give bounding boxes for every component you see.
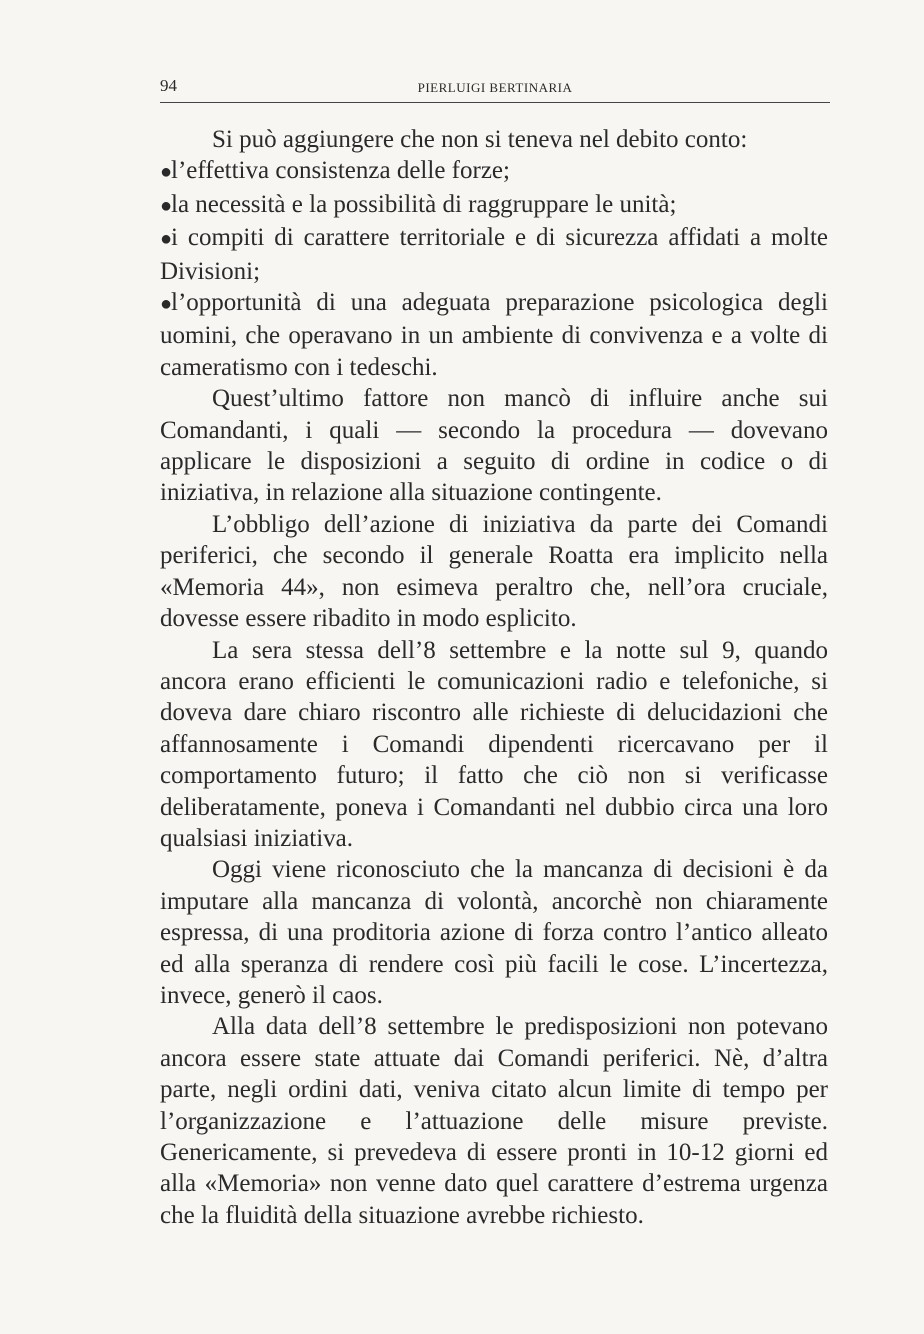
body-paragraph: L’obbligo dell’azione di iniziativa da parte dei Comandi periferici, che secondo il generale Roatta era implicito nella «Memoria 44», non esimeva peraltro che, nell’ora cruciale, dovesse essere ribadito in modo esplicito. bbox=[160, 510, 828, 633]
body-text bbox=[160, 124, 828, 1231]
bullet-text: l’effettiva consistenza delle forze; bbox=[171, 157, 510, 185]
bullet-icon: ● bbox=[160, 228, 173, 251]
page-number: 94 bbox=[160, 76, 177, 95]
body-paragraph: Alla data dell’8 settembre le predisposizioni non potevano ancora essere state attuate dai Comandi periferici. Nè, d’altra parte, negli ordini dati, veniva citato alcun limite di tempo per l’organizzazione e l’attuazione delle misure previste. Genericamente, si prevedeva di essere pronti in 10-12 giorni ed alla «Memoria» non venne dato quel carattere d’estrema urgenza che la fluidità della situazione avrebbe richiesto. bbox=[160, 1013, 828, 1229]
body-paragraph: La sera stessa dell’8 settembre e la notte sul 9, quando ancora erano efficienti le comunicazioni radio e telefoniche, si doveva dare chiaro riscontro alle richieste di delucidazioni che affannosamente i Comandi dipendenti ricercavano per il comportamento futuro; il fatto che ciò non si verificasse deliberatamente, poneva i Comandanti nel dubbio circa una loro qualsiasi iniziativa. bbox=[160, 636, 828, 852]
bullet-text: i compiti di carattere territoriale e di sicurezza affidati a molte Divisioni; bbox=[160, 224, 828, 285]
bullet-item bbox=[160, 222, 828, 287]
bullet-text: la necessità e la possibilità di raggruppare le unità; bbox=[171, 190, 677, 218]
bullet-icon: ● bbox=[160, 194, 173, 217]
bullet-item bbox=[160, 287, 828, 383]
page-header bbox=[160, 76, 830, 103]
running-head: PIERLUIGI BERTINARIA bbox=[417, 80, 573, 95]
bullet-text: l’opportunità di una adeguata preparazione psicologica degli uomini, che operavano in un ambiente di convivenza e a volte di cameratismo con i tedeschi. bbox=[160, 289, 828, 381]
body-paragraph: Quest’ultimo fattore non mancò di influire anche sui Comandanti, i quali — secondo la procedura — dovevano applicare le disposizioni a seguito di ordine in codice o di iniziativa, in relazione alla situazione contingente. bbox=[160, 385, 828, 507]
bullet-item bbox=[160, 155, 828, 188]
intro-paragraph: Si può aggiungere che non si teneva nel debito conto: bbox=[212, 126, 748, 153]
bullet-icon: ● bbox=[160, 293, 173, 316]
bullet-item bbox=[160, 189, 828, 222]
bullet-icon: ● bbox=[160, 161, 173, 184]
body-paragraph: Oggi viene riconosciuto che la mancanza di decisioni è da imputare alla mancanza di volontà, ancorchè non chiaramente espressa, di una proditoria azione di forza contro l’antico alleato ed alla speranza di rendere così più facili le cose. L’incertezza, invece, generò il caos. bbox=[160, 856, 828, 1009]
